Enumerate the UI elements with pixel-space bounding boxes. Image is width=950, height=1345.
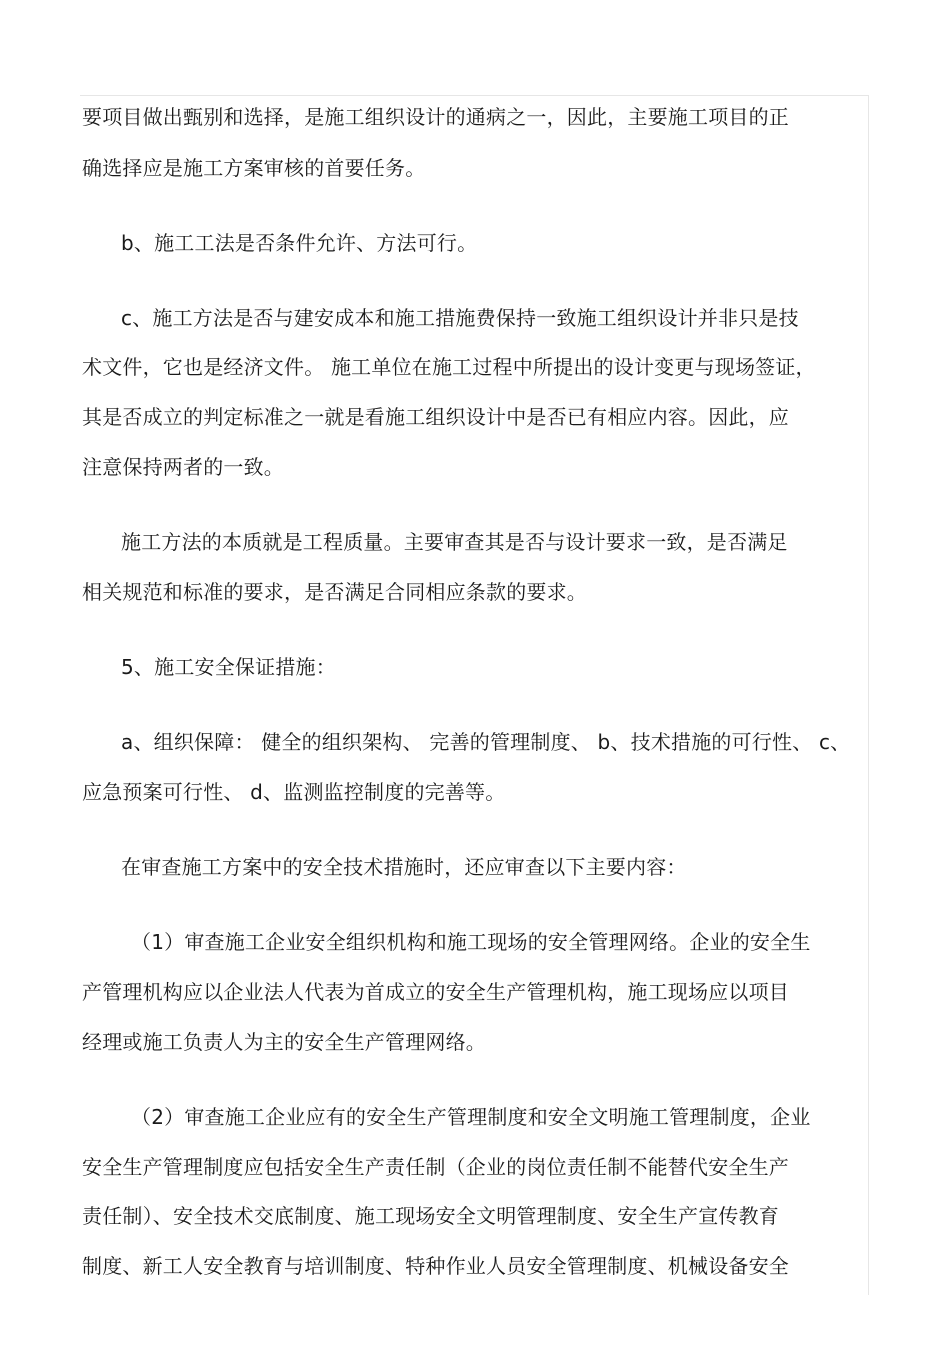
- text-line: 确选择应是施工方案审核的首要任务。: [82, 156, 426, 180]
- text-line: b、施工工法是否条件允许、方法可行。: [121, 231, 478, 255]
- text-line: 责任制）、安全技术交底制度、施工现场安全文明管理制度、安全生产宣传教育: [82, 1204, 779, 1228]
- text-line: 注意保持两者的一致。: [82, 455, 284, 479]
- text-line: 术文件，它也是经济文件。 施工单位在施工过程中所提出的设计变更与现场签证，: [82, 355, 816, 379]
- text-line: 其是否成立的判定标准之一就是看施工组织设计中是否已有相应内容。因此，应: [82, 405, 789, 429]
- text-line: 要项目做出甄别和选择，是施工组织设计的通病之一，因此，主要施工项目的正: [82, 105, 789, 129]
- text-line: 相关规范和标准的要求，是否满足合同相应条款的要求。: [82, 580, 587, 604]
- text-line: （1）审查施工企业安全组织机构和施工现场的安全管理网络。企业的安全生: [131, 930, 811, 954]
- text-line: 制度、新工人安全教育与培训制度、特种作业人员安全管理制度、机械设备安全: [82, 1254, 789, 1278]
- section-heading: 5、施工安全保证措施：: [121, 655, 336, 679]
- text-line: a、组织保障： 健全的组织架构、 完善的管理制度、 b、技术措施的可行性、 c、: [121, 730, 851, 754]
- text-line: （2）审查施工企业应有的安全生产管理制度和安全文明施工管理制度，企业: [131, 1105, 811, 1129]
- text-line: 施工方法的本质就是工程质量。主要审查其是否与设计要求一致，是否满足: [121, 530, 788, 554]
- text-line: 应急预案可行性、 d、监测监控制度的完善等。: [82, 780, 506, 804]
- text-line: 在审查施工方案中的安全技术措施时，还应审查以下主要内容：: [121, 855, 687, 879]
- text-line: 经理或施工负责人为主的安全生产管理网络。: [82, 1030, 486, 1054]
- text-line: c、施工方法是否与建安成本和施工措施费保持一致施工组织设计并非只是技: [121, 306, 799, 330]
- text-line: 产管理机构应以企业法人代表为首成立的安全生产管理机构，施工现场应以项目: [82, 980, 789, 1004]
- text-line: 安全生产管理制度应包括安全生产责任制（企业的岗位责任制不能替代安全生产: [82, 1155, 789, 1179]
